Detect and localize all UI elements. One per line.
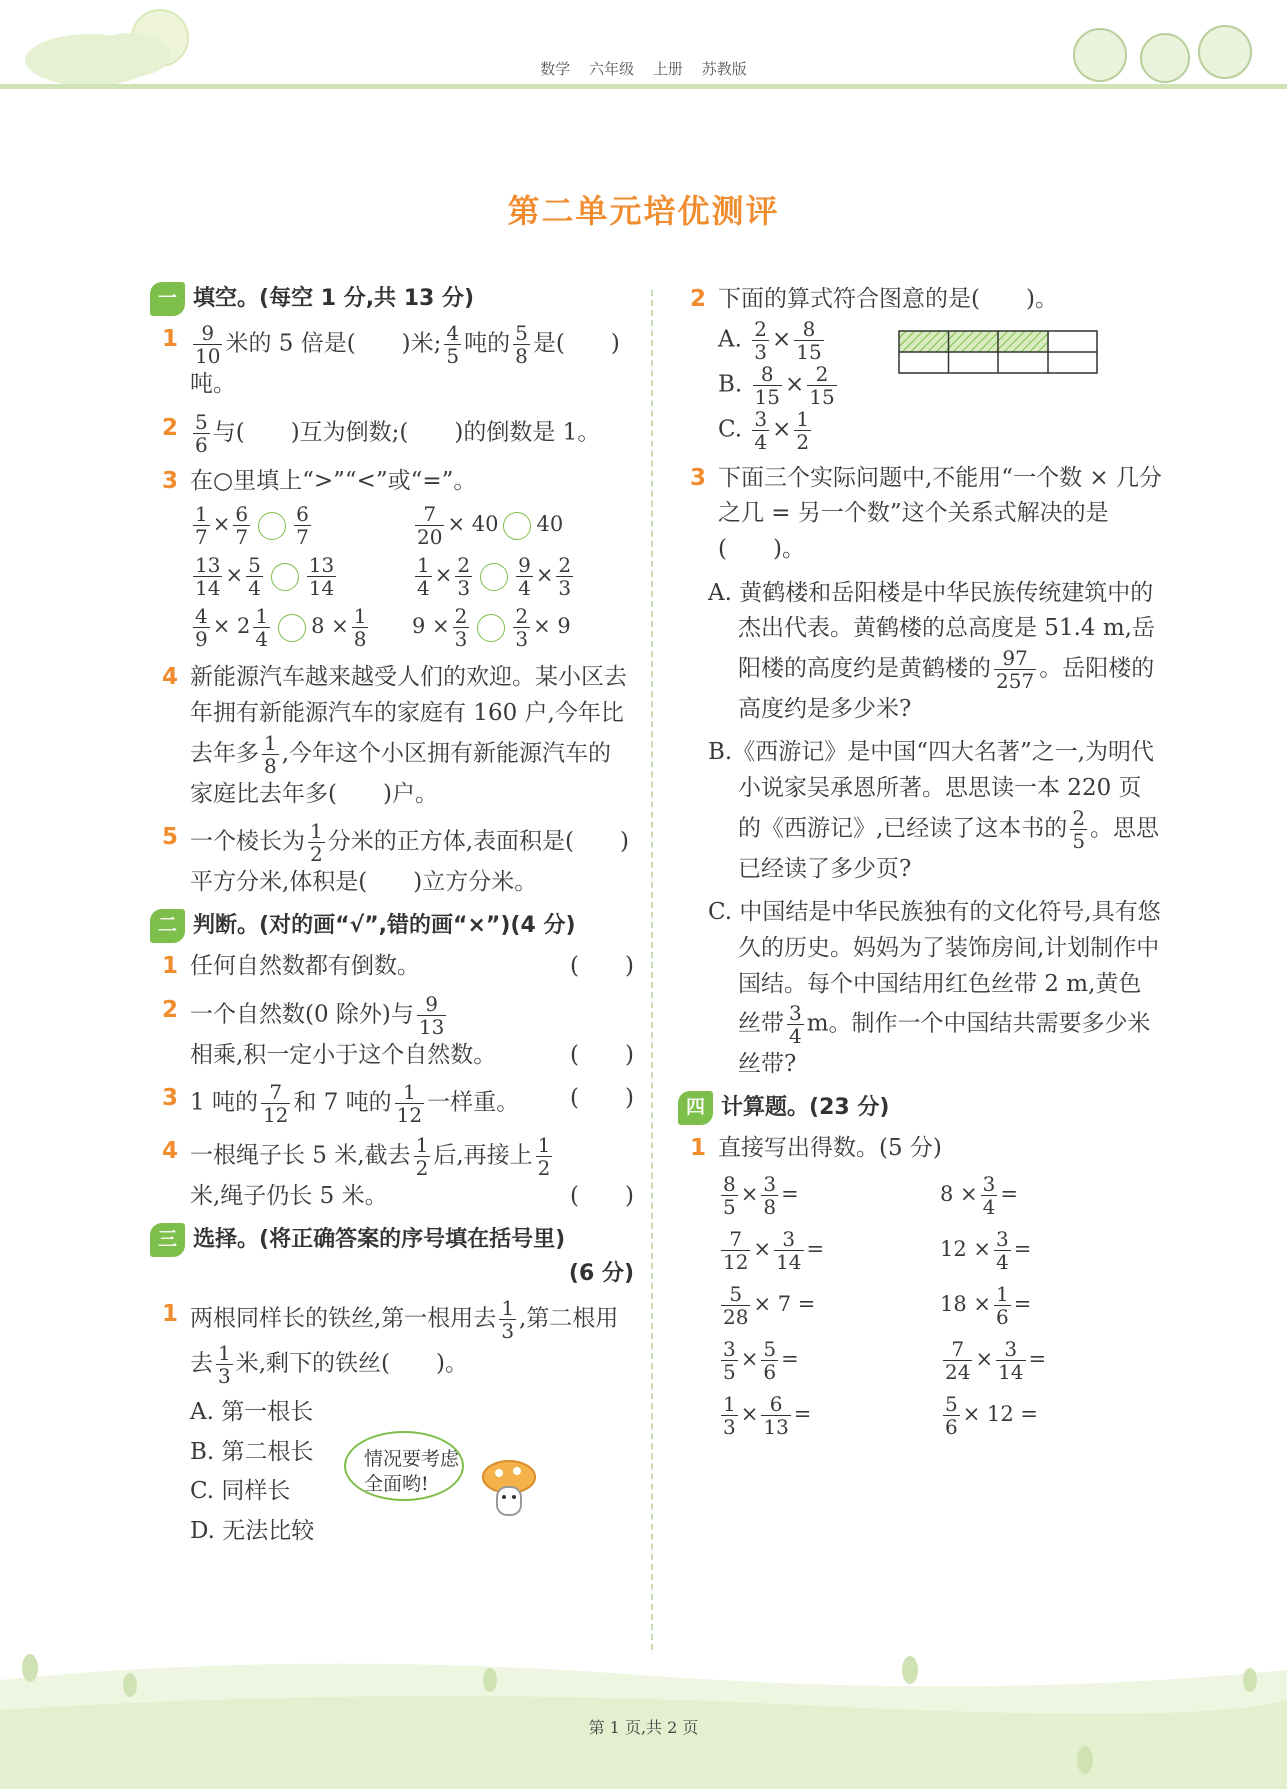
fraction: $\frac{1}{8}$: [264, 730, 277, 778]
answer-parens[interactable]: ( ): [570, 1183, 634, 1210]
section-calc: [678, 1091, 1162, 1125]
question-text: 米的 5 倍是( )米;: [225, 330, 442, 357]
header-grade: 六年级: [589, 60, 635, 78]
question-1-1: [150, 322, 634, 403]
fraction: $\frac{5}{6}$: [195, 409, 208, 457]
calc-item[interactable]: $\frac{3}{5}$ × $\frac{5}{6}$ =: [723, 1336, 799, 1384]
question-number: 5: [162, 824, 179, 851]
question-text[interactable]: 下面三个实际问题中,不能用“一个数 × 几分之几 = 另一个数”这个关系式解决的是( )。: [718, 464, 1162, 562]
calc-item[interactable]: 8 × $\frac{3}{4}$ =: [940, 1171, 1018, 1219]
compare-circle[interactable]: [480, 563, 508, 591]
question-number: 1: [690, 1135, 707, 1162]
calc-item[interactable]: $\frac{7}{24}$ × $\frac{3}{14}$ =: [945, 1336, 1047, 1384]
fraction: $\frac{9}{10}$: [195, 321, 221, 369]
shaded-part: [899, 331, 1049, 352]
option-a[interactable]: A. $\frac{2}{3}$ × $\frac{8}{15}$: [718, 316, 822, 364]
compare-item: 9 × $\frac{2}{3}$ $\frac{2}{3}$ × 9: [412, 604, 571, 652]
compare-item: $\frac{1}{7}$ × $\frac{6}{7}$ $\frac{6}{7}$: [195, 502, 309, 550]
question-text[interactable]: 分米的正方体,表面积是( )平方分米,体积是( )立方分米。: [190, 828, 629, 896]
mushroom-mascot-icon: [479, 1455, 539, 1525]
question-3-1: 1 两根同样长的铁丝,第一根用去 $\frac{1}{3}$ ,第二根用去 $\frac{1}{3}$ 米,剩下的铁丝( )。: [162, 1296, 619, 1389]
compare-item: $\frac{4}{9}$ × 2 $\frac{1}{4}$ 8 × $\frac{1}{8}$: [195, 604, 367, 652]
question-text[interactable]: 是( )吨。: [190, 330, 620, 398]
choice-options: [134, 1395, 634, 1550]
question-1-4: [150, 660, 634, 812]
compare-item: $\frac{7}{20}$ × 40 40: [417, 502, 564, 550]
left-column: [150, 282, 634, 1554]
header-subject: 数学: [540, 60, 571, 78]
question-3-3-b[interactable]: B.《西游记》是中国“四大名著”之一,为明代小说家吴承恩所著。思思读一本 220 页的《西游记》,已经读了这本书的 $\frac{2}{5}$ 。思思已经读了多少页?: [708, 739, 1160, 882]
option-c[interactable]: C. 同样长: [190, 1478, 291, 1505]
header-edition: 苏教版: [701, 60, 747, 78]
question-text: 在○里填上“>”“<”或“=”。: [190, 467, 477, 494]
compare-circle[interactable]: [271, 563, 299, 591]
compare-circle[interactable]: [278, 614, 306, 642]
answer-parens[interactable]: ( ): [570, 1085, 634, 1112]
option-b[interactable]: B. $\frac{8}{15}$ × $\frac{2}{15}$: [718, 361, 835, 409]
fraction: $\frac{5}{8}$: [515, 321, 528, 369]
question-number: 4: [162, 664, 179, 691]
question-number: 1: [162, 953, 179, 980]
calc-item[interactable]: $\frac{8}{5}$ × $\frac{3}{8}$ =: [723, 1171, 799, 1219]
question-number: 3: [162, 1085, 179, 1112]
question-3-2: [678, 282, 1162, 453]
answer-parens[interactable]: ( ): [570, 1041, 634, 1068]
calc-grid: [718, 1173, 1162, 1438]
section-badge: 三: [150, 1223, 185, 1256]
section-title: 判断。(对的画“√”,错的画“×”)(4 分): [193, 912, 576, 938]
question-text[interactable]: 下面的算式符合图意的是( )。: [718, 286, 1058, 312]
section-title: 选择。(将正确答案的序号填在括号里): [193, 1226, 566, 1252]
calc-item[interactable]: $\frac{5}{6}$ × 12 =: [945, 1391, 1038, 1439]
section-choice: [150, 1223, 634, 1291]
question-2-2: [150, 993, 634, 1074]
option-b[interactable]: B. 第二根长: [190, 1438, 314, 1465]
compare-circle[interactable]: [503, 512, 531, 540]
calc-item[interactable]: 12 × $\frac{3}{4}$ =: [940, 1226, 1032, 1274]
question-text: 一个棱长为: [190, 828, 305, 855]
question-number: 2: [162, 996, 179, 1023]
column-divider: [651, 290, 653, 1650]
fraction: $\frac{9}{13}$: [418, 991, 445, 1039]
answer-parens[interactable]: ( ): [570, 953, 634, 980]
question-1-3: [150, 464, 634, 500]
compare-grid: [190, 503, 634, 650]
compare-item: $\frac{1}{4}$ × $\frac{2}{3}$ $\frac{9}{4}$ × $\frac{2}{3}$: [417, 553, 572, 601]
section-title: 填空。(每空 1 分,共 13 分): [193, 286, 475, 311]
question-text[interactable]: 与( )互为倒数;( )的倒数是 1。: [212, 419, 601, 446]
question-number: 3: [162, 467, 179, 494]
calc-item[interactable]: $\frac{7}{12}$ × $\frac{3}{14}$ =: [723, 1226, 825, 1274]
fraction: $\frac{4}{5}$: [446, 321, 460, 369]
speech-bubble: 情况要考虑全面哟!: [344, 1431, 464, 1501]
compare-item: $\frac{13}{14}$ × $\frac{5}{4}$ $\frac{13}{14}$: [195, 553, 335, 601]
option-c[interactable]: C. $\frac{3}{4}$ × $\frac{1}{2}$: [718, 406, 810, 454]
question-2-1: [150, 949, 634, 985]
question-number: 4: [162, 1138, 179, 1165]
question-1-5: [150, 820, 634, 901]
header-info: [0, 58, 1287, 79]
question-2-4: 4 一根绳子长 5 米,截去 $\frac{1}{2}$ 后,再接上 $\frac{1}{2}$ 米,绳子仍长 5 米。 ( ): [150, 1134, 634, 1215]
question-number: 2: [690, 286, 707, 312]
section-badge: 二: [150, 909, 185, 942]
compare-circle[interactable]: [477, 614, 505, 642]
question-text: 相乘,积一定小于这个自然数。: [190, 1041, 497, 1068]
fraction-bar-diagram: [898, 330, 1098, 376]
question-number: 3: [690, 464, 707, 491]
question-number: 1: [162, 1301, 179, 1328]
question-3-3-c[interactable]: C. 中国结是中华民族独有的文化符号,具有悠久的历史。妈妈为了装饰房间,计划制作中国结。每个中国结用红色丝带 2 m,黄色丝带 $\frac{3}{4}$ m。制作一个中国结共需要多少米丝带?: [708, 899, 1161, 1078]
fraction: $\frac{1}{2}$: [310, 819, 323, 867]
section-fill-blank: [150, 282, 634, 316]
section-badge: 四: [678, 1091, 713, 1124]
option-a[interactable]: A. 第一根长: [190, 1399, 314, 1426]
question-text: 新能源汽车越来越受人们的欢迎。某小区去年拥有新能源汽车的家庭有 160 户,今年比去年多: [190, 664, 627, 767]
question-4-1: [678, 1131, 1162, 1167]
calc-item[interactable]: $\frac{1}{3}$ × $\frac{6}{13}$ =: [723, 1391, 812, 1439]
question-text: 一个自然数(0 除外)与: [190, 1001, 414, 1028]
question-text: 任何自然数都有倒数。: [190, 953, 420, 980]
calc-item[interactable]: $\frac{5}{28}$ × 7 =: [723, 1281, 816, 1329]
header-term: 上册: [652, 60, 683, 78]
compare-circle[interactable]: [258, 512, 286, 540]
question-number: 1: [162, 326, 179, 353]
question-2-3: 3 1 吨的 $\frac{7}{12}$ 和 7 吨的 $\frac{1}{12}$ 一样重。 ( ): [162, 1080, 634, 1128]
question-text: 吨的: [464, 330, 511, 357]
option-d[interactable]: D. 无法比较: [190, 1518, 315, 1545]
right-column: [678, 282, 1162, 1438]
question-text[interactable]: ,今年这个小区拥有新能源汽车的家庭比去年多( )户。: [190, 740, 612, 807]
section-judge: [150, 909, 634, 943]
page-title: 第二单元培优测评: [507, 192, 780, 230]
calc-item[interactable]: 18 × $\frac{1}{6}$ =: [940, 1281, 1032, 1329]
page-footer: 第 1 页,共 2 页: [588, 1718, 699, 1737]
section-badge: 一: [150, 282, 185, 315]
question-text: 米,绳子仍长 5 米。: [190, 1183, 388, 1210]
question-3-3: [678, 461, 1162, 568]
section-score: (6 分): [568, 1261, 634, 1287]
section-title: 计算题。(23 分): [721, 1094, 890, 1120]
question-1-2: [150, 411, 634, 456]
question-text: 直接写出得数。(5 分): [718, 1135, 942, 1162]
header-rule: [0, 84, 1287, 89]
question-3-3-a[interactable]: A. 黄鹤楼和岳阳楼是中华民族传统建筑中的杰出代表。黄鹤楼的总高度是 51.4 m,岳阳楼的高度约是黄鹤楼的 $\frac{97}{257}$ 。岳阳楼的高度约是多少米?: [708, 579, 1155, 722]
question-number: 2: [162, 414, 179, 441]
